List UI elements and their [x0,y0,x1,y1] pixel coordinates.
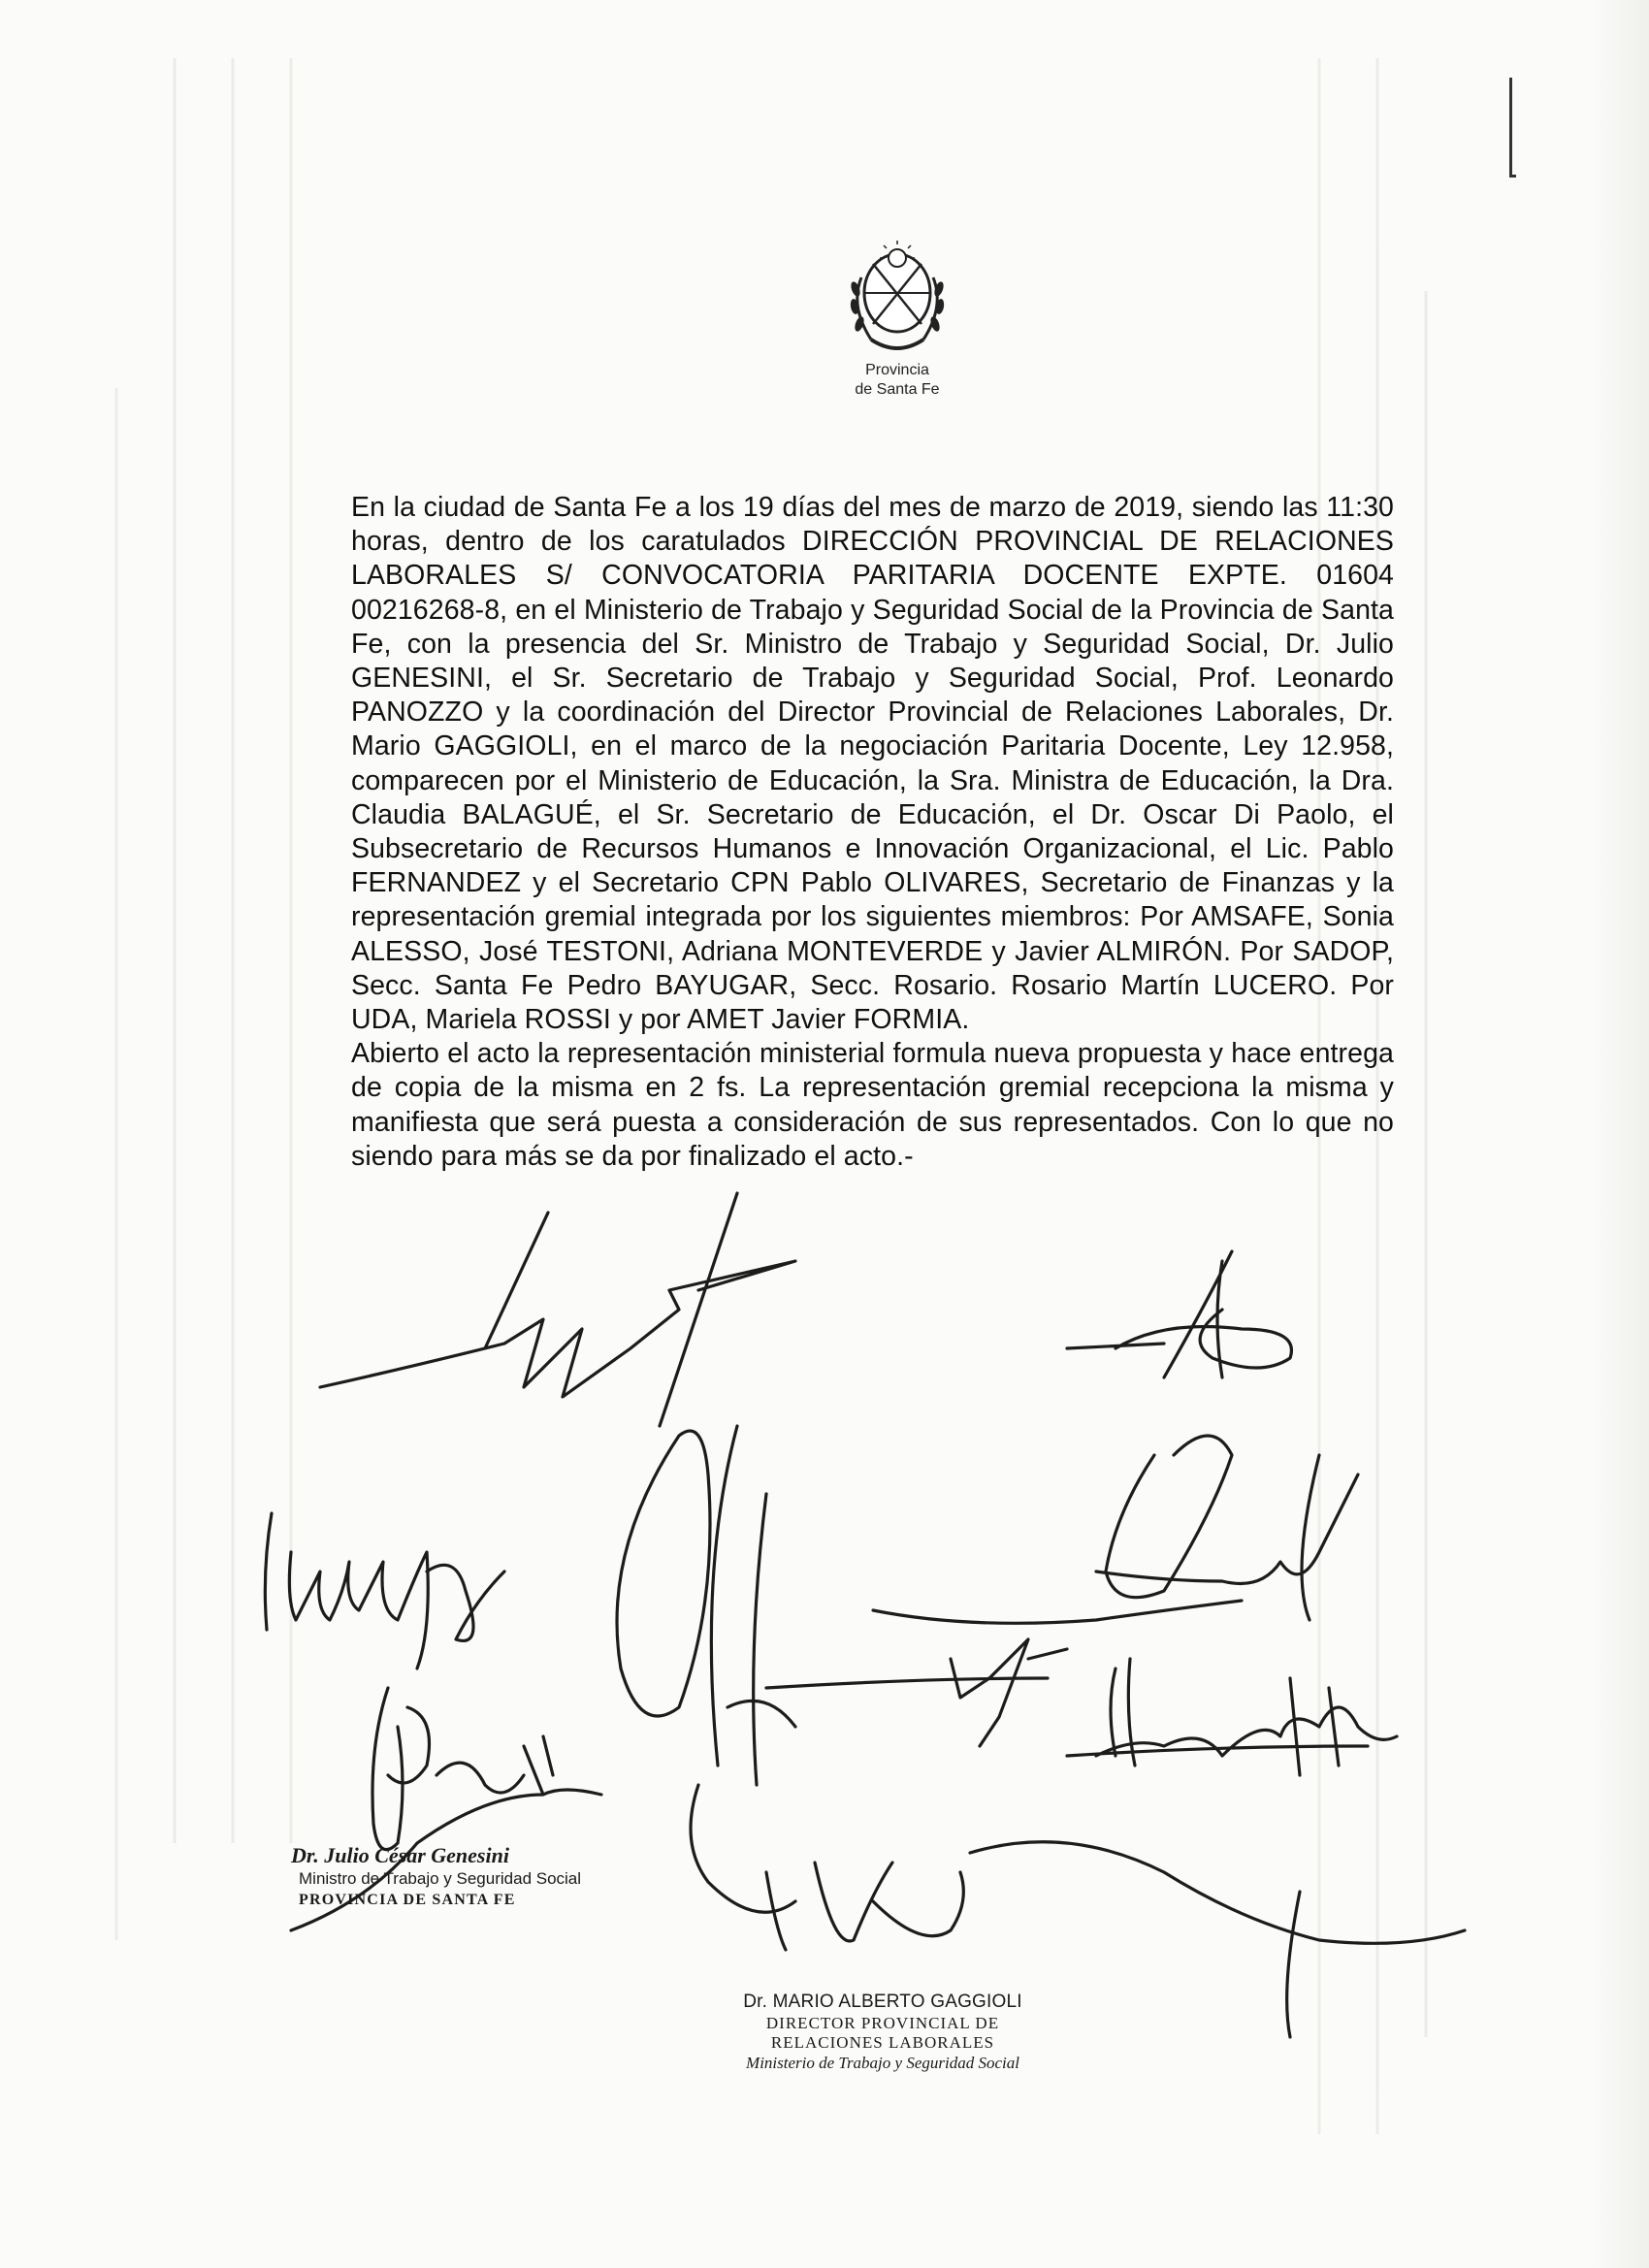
act-body [351,491,1394,1174]
stamp-genesini-role: Ministro de Trabajo y Seguridad Social [299,1869,582,1888]
province-label [815,361,980,400]
stamp-gaggioli-role-line2: RELACIONES LABORALES [770,2033,995,2052]
stamp-gaggioli-ministry: Ministerio de Trabajo y Seguridad Social [746,2054,1019,2072]
stamp-genesini [291,1843,601,1911]
act-paragraph-1: En la ciudad de Santa Fe a los 19 días del mes de marzo de 2019, siendo las 11:30 horas, dentro de los caratulados DIRECCIÓN PROVINCIAL DE RELACIONES LABORALES S/ CONVOCATORIA PARITARIA DOCENTE EXPTE. 01604 00216268-8, en el Ministerio de Trabajo y Seguridad Social de la Provincia de Santa Fe, con la presencia del Sr. Ministro de Trabajo y Seguridad Social, Dr. Julio GENESINI, el Sr. Secretario de Trabajo y Seguridad Social, Prof. Leonardo PANOZZO y la coordinación del Director Provincial de Relaciones Laborales, Dr. Mario GAGGIOLI, en el marco de la negociación Paritaria Docente, Ley 12.958, comparecen por el Ministerio de Educación, la Sra. Ministra de Educación, la Dra. Claudia BALAGUÉ, el Sr. Secretario de Educación, el Dr. Oscar Di Paolo, el Subsecretario de Recursos Humanos e Innovación Organizacional, el Lic. Pablo FERNANDEZ y el Secretario CPN Pablo OLIVARES, Secretario de Finanzas y la representación gremial integrada por los siguientes miembros: Por AMSAFE, Sonia ALESSO, José TESTONI, Adriana MONTEVERDE y Javier ALMIRÓN. Por SADOP, Secc. Santa Fe Pedro BAYUGAR, Secc. Rosario. Rosario Martín LUCERO. Por UDA, Mariela ROSSI y por AMET Javier FORMIA. [351,492,1394,1036]
province-label-line1: Provincia [865,362,929,378]
signature-7 [1067,1659,1397,1775]
stamp-gaggioli-name: Dr. MARIO ALBERTO GAGGIOLI [743,1992,1022,2012]
stamp-gaggioli-role-line1: DIRECTOR PROVINCIAL DE [765,2014,1000,2032]
signature-1 [320,1193,795,1426]
act-paragraph-2: Abierto el acto la representación ministerial formula nueva propuesta y hace entrega de copia de la misma en 2 fs. La representación gremial recepciona la misma y manifiesta que será puesta a consideración de sus representados. Con lo que no siendo para más se da por finalizado el acto.- [351,1038,1394,1172]
stamp-genesini-name: Dr. Julio César Genesini [291,1843,509,1867]
stamp-genesini-province: PROVINCIA DE SANTA FE [299,1892,516,1908]
signature-3 [265,1513,504,1669]
province-label-line2: de Santa Fe [855,381,940,398]
scan-edge-shadow [1591,0,1649,2268]
signature-2 [1067,1251,1291,1377]
corner-bracket-mark [1509,78,1516,178]
signature-5 [873,1436,1358,1623]
stamp-gaggioli [718,1991,1048,2074]
signature-4 [617,1426,795,1785]
signature-6 [766,1639,1067,1746]
provincial-coat-of-arms-icon [844,239,951,361]
